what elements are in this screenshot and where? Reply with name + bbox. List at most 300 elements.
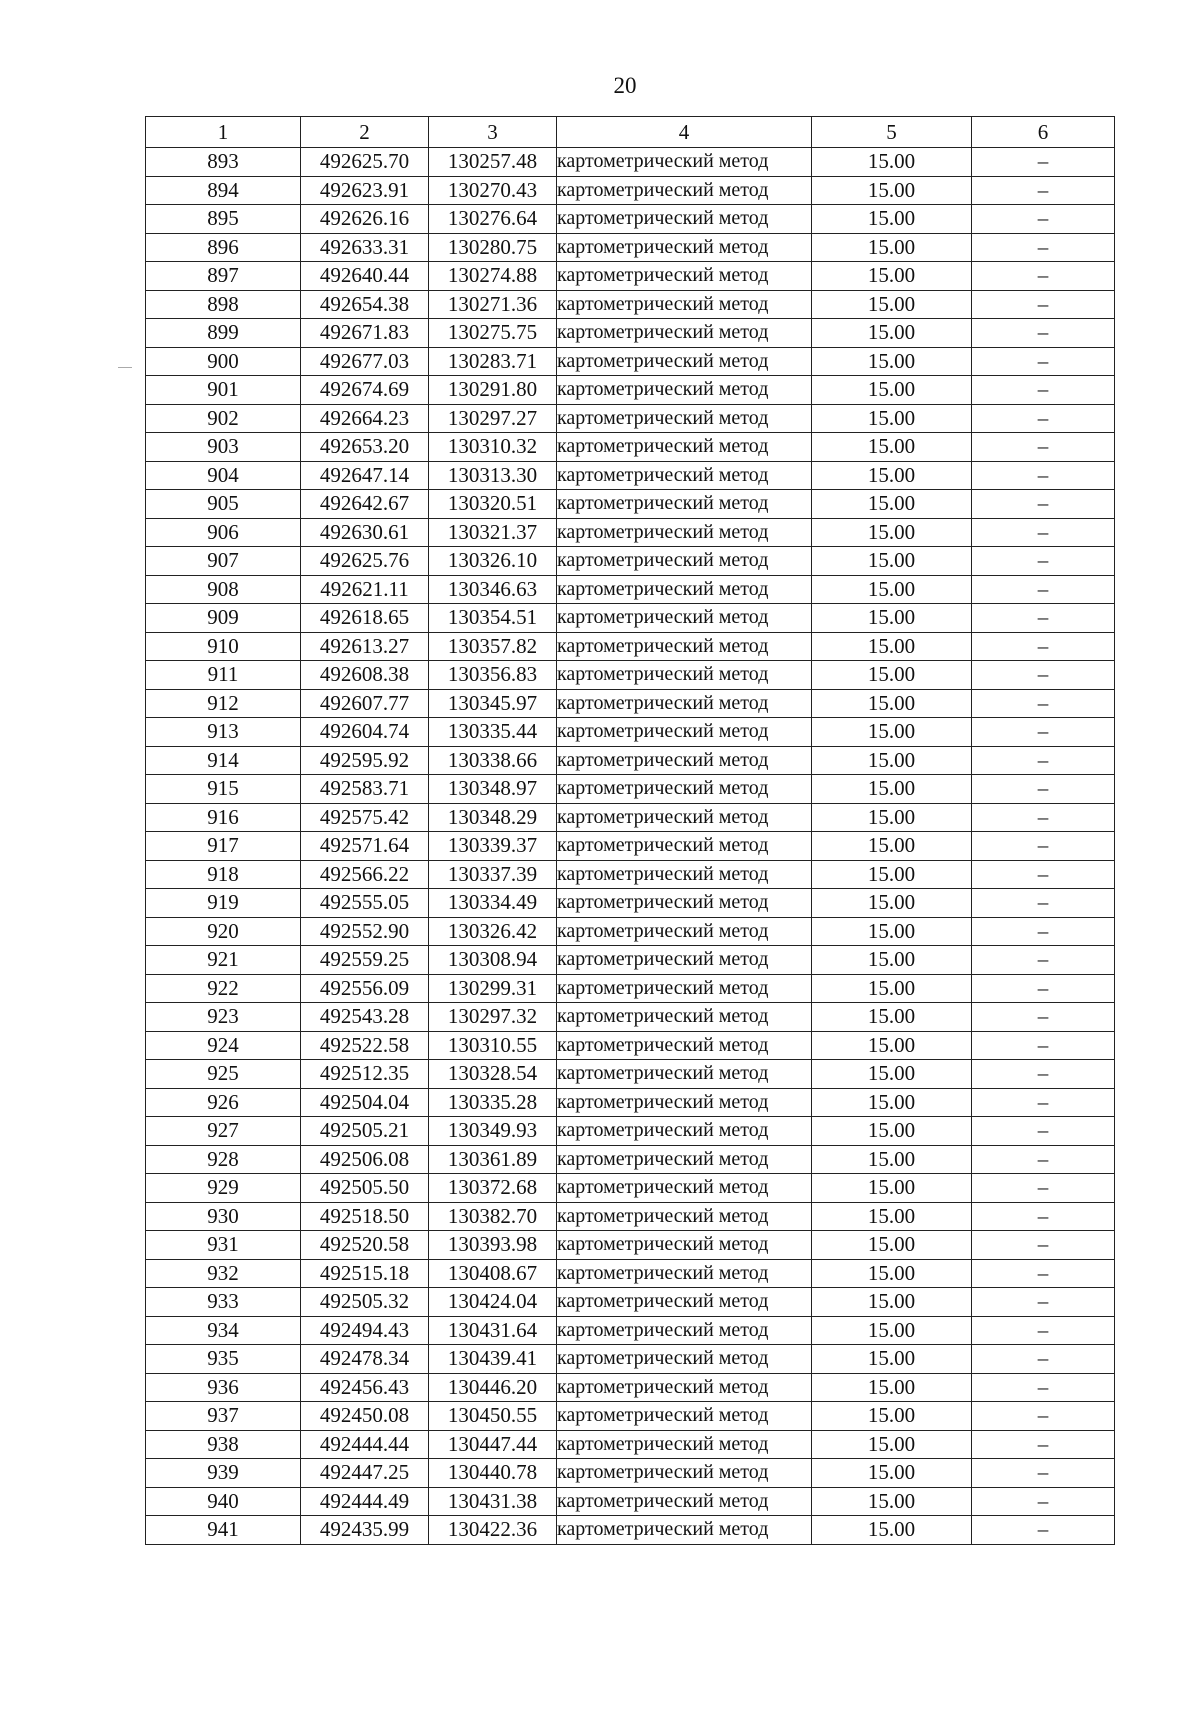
accuracy-cell: 15.00 (812, 376, 972, 405)
description-cell: – (972, 1231, 1115, 1260)
accuracy-cell: 15.00 (812, 1088, 972, 1117)
table-row (146, 1145, 1115, 1174)
table-row (146, 718, 1115, 747)
y-coordinate-cell: 130280.75 (429, 233, 557, 262)
table-row (146, 946, 1115, 975)
point-number-cell: 917 (146, 832, 301, 861)
table-row (146, 404, 1115, 433)
accuracy-cell: 15.00 (812, 1003, 972, 1032)
x-coordinate-cell: 492447.25 (301, 1459, 429, 1488)
accuracy-cell: 15.00 (812, 974, 972, 1003)
y-coordinate-cell: 130320.51 (429, 490, 557, 519)
point-number-cell: 931 (146, 1231, 301, 1260)
x-coordinate-cell: 492674.69 (301, 376, 429, 405)
table-row (146, 1316, 1115, 1345)
description-cell: – (972, 347, 1115, 376)
point-number-cell: 903 (146, 433, 301, 462)
table-row (146, 205, 1115, 234)
accuracy-cell: 15.00 (812, 803, 972, 832)
x-coordinate-cell: 492515.18 (301, 1259, 429, 1288)
point-number-cell: 908 (146, 575, 301, 604)
description-cell: – (972, 1145, 1115, 1174)
point-number-cell: 896 (146, 233, 301, 262)
point-number-cell: 897 (146, 262, 301, 291)
table-row (146, 689, 1115, 718)
y-coordinate-cell: 130313.30 (429, 461, 557, 490)
table-row (146, 461, 1115, 490)
table-row (146, 1088, 1115, 1117)
description-cell: – (972, 1487, 1115, 1516)
description-cell: – (972, 718, 1115, 747)
accuracy-cell: 15.00 (812, 1231, 972, 1260)
point-number-cell: 893 (146, 148, 301, 177)
table-row (146, 1516, 1115, 1545)
accuracy-cell: 15.00 (812, 290, 972, 319)
description-cell: – (972, 575, 1115, 604)
point-number-cell: 918 (146, 860, 301, 889)
point-number-cell: 927 (146, 1117, 301, 1146)
table-row (146, 433, 1115, 462)
accuracy-cell: 15.00 (812, 632, 972, 661)
y-coordinate-cell: 130299.31 (429, 974, 557, 1003)
table-row (146, 661, 1115, 690)
x-coordinate-cell: 492506.08 (301, 1145, 429, 1174)
accuracy-cell: 15.00 (812, 575, 972, 604)
column-header-5: 5 (812, 117, 972, 148)
x-coordinate-cell: 492583.71 (301, 775, 429, 804)
description-cell: – (972, 1430, 1115, 1459)
point-number-cell: 930 (146, 1202, 301, 1231)
description-cell: – (972, 490, 1115, 519)
method-cell: картометрический метод (557, 1031, 812, 1060)
description-cell: – (972, 1003, 1115, 1032)
accuracy-cell: 15.00 (812, 1031, 972, 1060)
point-number-cell: 920 (146, 917, 301, 946)
method-cell: картометрический метод (557, 1459, 812, 1488)
y-coordinate-cell: 130361.89 (429, 1145, 557, 1174)
x-coordinate-cell: 492552.90 (301, 917, 429, 946)
description-cell: – (972, 917, 1115, 946)
accuracy-cell: 15.00 (812, 262, 972, 291)
column-header-6: 6 (972, 117, 1115, 148)
accuracy-cell: 15.00 (812, 518, 972, 547)
x-coordinate-cell: 492607.77 (301, 689, 429, 718)
method-cell: картометрический метод (557, 974, 812, 1003)
point-number-cell: 909 (146, 604, 301, 633)
table-row (146, 1373, 1115, 1402)
description-cell: – (972, 433, 1115, 462)
point-number-cell: 936 (146, 1373, 301, 1402)
method-cell: картометрический метод (557, 1202, 812, 1231)
method-cell: картометрический метод (557, 746, 812, 775)
description-cell: – (972, 1174, 1115, 1203)
table-row (146, 1202, 1115, 1231)
point-number-cell: 916 (146, 803, 301, 832)
method-cell: картометрический метод (557, 347, 812, 376)
y-coordinate-cell: 130257.48 (429, 148, 557, 177)
column-header-4: 4 (557, 117, 812, 148)
x-coordinate-cell: 492435.99 (301, 1516, 429, 1545)
description-cell: – (972, 604, 1115, 633)
method-cell: картометрический метод (557, 1003, 812, 1032)
x-coordinate-cell: 492444.44 (301, 1430, 429, 1459)
x-coordinate-cell: 492559.25 (301, 946, 429, 975)
y-coordinate-cell: 130382.70 (429, 1202, 557, 1231)
accuracy-cell: 15.00 (812, 1316, 972, 1345)
column-header-2: 2 (301, 117, 429, 148)
table-row (146, 290, 1115, 319)
method-cell: картометрический метод (557, 1373, 812, 1402)
description-cell: – (972, 889, 1115, 918)
y-coordinate-cell: 130450.55 (429, 1402, 557, 1431)
x-coordinate-cell: 492647.14 (301, 461, 429, 490)
method-cell: картометрический метод (557, 604, 812, 633)
table-row (146, 319, 1115, 348)
method-cell: картометрический метод (557, 1174, 812, 1203)
accuracy-cell: 15.00 (812, 1145, 972, 1174)
accuracy-cell: 15.00 (812, 689, 972, 718)
description-cell: – (972, 860, 1115, 889)
table-row (146, 917, 1115, 946)
y-coordinate-cell: 130439.41 (429, 1345, 557, 1374)
method-cell: картометрический метод (557, 1117, 812, 1146)
point-number-cell: 898 (146, 290, 301, 319)
description-cell: – (972, 461, 1115, 490)
y-coordinate-cell: 130346.63 (429, 575, 557, 604)
method-cell: картометрический метод (557, 889, 812, 918)
point-number-cell: 911 (146, 661, 301, 690)
table-row (146, 889, 1115, 918)
table-row (146, 176, 1115, 205)
point-number-cell: 940 (146, 1487, 301, 1516)
point-number-cell: 910 (146, 632, 301, 661)
description-cell: – (972, 148, 1115, 177)
description-cell: – (972, 632, 1115, 661)
table-row (146, 860, 1115, 889)
method-cell: картометрический метод (557, 376, 812, 405)
y-coordinate-cell: 130334.49 (429, 889, 557, 918)
y-coordinate-cell: 130321.37 (429, 518, 557, 547)
table-row (146, 1345, 1115, 1374)
method-cell: картометрический метод (557, 205, 812, 234)
table-row (146, 604, 1115, 633)
point-number-cell: 900 (146, 347, 301, 376)
method-cell: картометрический метод (557, 575, 812, 604)
point-number-cell: 928 (146, 1145, 301, 1174)
accuracy-cell: 15.00 (812, 1459, 972, 1488)
x-coordinate-cell: 492518.50 (301, 1202, 429, 1231)
table-row (146, 233, 1115, 262)
method-cell: картометрический метод (557, 689, 812, 718)
coordinates-table (145, 116, 1115, 1545)
y-coordinate-cell: 130349.93 (429, 1117, 557, 1146)
accuracy-cell: 15.00 (812, 661, 972, 690)
y-coordinate-cell: 130276.64 (429, 205, 557, 234)
point-number-cell: 923 (146, 1003, 301, 1032)
accuracy-cell: 15.00 (812, 1060, 972, 1089)
table-row (146, 1231, 1115, 1260)
point-number-cell: 899 (146, 319, 301, 348)
y-coordinate-cell: 130274.88 (429, 262, 557, 291)
x-coordinate-cell: 492575.42 (301, 803, 429, 832)
point-number-cell: 914 (146, 746, 301, 775)
accuracy-cell: 15.00 (812, 461, 972, 490)
table-row (146, 632, 1115, 661)
x-coordinate-cell: 492654.38 (301, 290, 429, 319)
accuracy-cell: 15.00 (812, 889, 972, 918)
x-coordinate-cell: 492505.50 (301, 1174, 429, 1203)
x-coordinate-cell: 492512.35 (301, 1060, 429, 1089)
column-header-3: 3 (429, 117, 557, 148)
y-coordinate-cell: 130291.80 (429, 376, 557, 405)
y-coordinate-cell: 130348.29 (429, 803, 557, 832)
y-coordinate-cell: 130328.54 (429, 1060, 557, 1089)
y-coordinate-cell: 130357.82 (429, 632, 557, 661)
x-coordinate-cell: 492520.58 (301, 1231, 429, 1260)
table-row (146, 1174, 1115, 1203)
point-number-cell: 906 (146, 518, 301, 547)
point-number-cell: 925 (146, 1060, 301, 1089)
margin-mark (118, 367, 132, 368)
point-number-cell: 939 (146, 1459, 301, 1488)
method-cell: картометрический метод (557, 490, 812, 519)
x-coordinate-cell: 492623.91 (301, 176, 429, 205)
accuracy-cell: 15.00 (812, 604, 972, 633)
description-cell: – (972, 1031, 1115, 1060)
description-cell: – (972, 974, 1115, 1003)
y-coordinate-cell: 130339.37 (429, 832, 557, 861)
method-cell: картометрический метод (557, 1402, 812, 1431)
accuracy-cell: 15.00 (812, 1288, 972, 1317)
accuracy-cell: 15.00 (812, 205, 972, 234)
x-coordinate-cell: 492444.49 (301, 1487, 429, 1516)
description-cell: – (972, 1459, 1115, 1488)
table-header (146, 117, 1115, 148)
method-cell: картометрический метод (557, 946, 812, 975)
description-cell: – (972, 946, 1115, 975)
description-cell: – (972, 832, 1115, 861)
description-cell: – (972, 1402, 1115, 1431)
x-coordinate-cell: 492543.28 (301, 1003, 429, 1032)
method-cell: картометрический метод (557, 1060, 812, 1089)
description-cell: – (972, 689, 1115, 718)
x-coordinate-cell: 492642.67 (301, 490, 429, 519)
y-coordinate-cell: 130422.36 (429, 1516, 557, 1545)
point-number-cell: 894 (146, 176, 301, 205)
x-coordinate-cell: 492664.23 (301, 404, 429, 433)
method-cell: картометрический метод (557, 1145, 812, 1174)
accuracy-cell: 15.00 (812, 233, 972, 262)
y-coordinate-cell: 130326.10 (429, 547, 557, 576)
accuracy-cell: 15.00 (812, 347, 972, 376)
accuracy-cell: 15.00 (812, 490, 972, 519)
accuracy-cell: 15.00 (812, 1345, 972, 1374)
table-row (146, 1459, 1115, 1488)
table-row (146, 490, 1115, 519)
description-cell: – (972, 1345, 1115, 1374)
table-row (146, 376, 1115, 405)
table-row (146, 148, 1115, 177)
table-row (146, 1003, 1115, 1032)
table-body (146, 148, 1115, 1545)
y-coordinate-cell: 130326.42 (429, 917, 557, 946)
x-coordinate-cell: 492640.44 (301, 262, 429, 291)
method-cell: картометрический метод (557, 832, 812, 861)
accuracy-cell: 15.00 (812, 404, 972, 433)
table-row (146, 518, 1115, 547)
y-coordinate-cell: 130393.98 (429, 1231, 557, 1260)
method-cell: картометрический метод (557, 1430, 812, 1459)
point-number-cell: 904 (146, 461, 301, 490)
point-number-cell: 929 (146, 1174, 301, 1203)
table-row (146, 1430, 1115, 1459)
point-number-cell: 937 (146, 1402, 301, 1431)
description-cell: – (972, 1516, 1115, 1545)
point-number-cell: 913 (146, 718, 301, 747)
point-number-cell: 907 (146, 547, 301, 576)
point-number-cell: 938 (146, 1430, 301, 1459)
method-cell: картометрический метод (557, 1345, 812, 1374)
table-row (146, 262, 1115, 291)
description-cell: – (972, 1060, 1115, 1089)
accuracy-cell: 15.00 (812, 433, 972, 462)
y-coordinate-cell: 130440.78 (429, 1459, 557, 1488)
accuracy-cell: 15.00 (812, 917, 972, 946)
method-cell: картометрический метод (557, 1088, 812, 1117)
description-cell: – (972, 547, 1115, 576)
accuracy-cell: 15.00 (812, 1117, 972, 1146)
y-coordinate-cell: 130335.44 (429, 718, 557, 747)
x-coordinate-cell: 492505.21 (301, 1117, 429, 1146)
point-number-cell: 935 (146, 1345, 301, 1374)
description-cell: – (972, 661, 1115, 690)
y-coordinate-cell: 130372.68 (429, 1174, 557, 1203)
description-cell: – (972, 746, 1115, 775)
table-row (146, 1288, 1115, 1317)
table-row (146, 1060, 1115, 1089)
accuracy-cell: 15.00 (812, 746, 972, 775)
method-cell: картометрический метод (557, 433, 812, 462)
x-coordinate-cell: 492604.74 (301, 718, 429, 747)
accuracy-cell: 15.00 (812, 547, 972, 576)
accuracy-cell: 15.00 (812, 1174, 972, 1203)
x-coordinate-cell: 492456.43 (301, 1373, 429, 1402)
accuracy-cell: 15.00 (812, 1487, 972, 1516)
x-coordinate-cell: 492618.65 (301, 604, 429, 633)
method-cell: картометрический метод (557, 1288, 812, 1317)
table-row (146, 347, 1115, 376)
method-cell: картометрический метод (557, 775, 812, 804)
description-cell: – (972, 518, 1115, 547)
x-coordinate-cell: 492613.27 (301, 632, 429, 661)
accuracy-cell: 15.00 (812, 718, 972, 747)
point-number-cell: 905 (146, 490, 301, 519)
description-cell: – (972, 1259, 1115, 1288)
method-cell: картометрический метод (557, 262, 812, 291)
y-coordinate-cell: 130338.66 (429, 746, 557, 775)
method-cell: картометрический метод (557, 1487, 812, 1516)
x-coordinate-cell: 492450.08 (301, 1402, 429, 1431)
table-row (146, 1487, 1115, 1516)
method-cell: картометрический метод (557, 860, 812, 889)
x-coordinate-cell: 492478.34 (301, 1345, 429, 1374)
point-number-cell: 932 (146, 1259, 301, 1288)
description-cell: – (972, 1373, 1115, 1402)
x-coordinate-cell: 492633.31 (301, 233, 429, 262)
x-coordinate-cell: 492494.43 (301, 1316, 429, 1345)
y-coordinate-cell: 130345.97 (429, 689, 557, 718)
point-number-cell: 934 (146, 1316, 301, 1345)
method-cell: картометрический метод (557, 1259, 812, 1288)
x-coordinate-cell: 492608.38 (301, 661, 429, 690)
description-cell: – (972, 1288, 1115, 1317)
y-coordinate-cell: 130335.28 (429, 1088, 557, 1117)
point-number-cell: 915 (146, 775, 301, 804)
point-number-cell: 926 (146, 1088, 301, 1117)
y-coordinate-cell: 130297.32 (429, 1003, 557, 1032)
y-coordinate-cell: 130297.27 (429, 404, 557, 433)
method-cell: картометрический метод (557, 1316, 812, 1345)
x-coordinate-cell: 492653.20 (301, 433, 429, 462)
table-row (146, 775, 1115, 804)
accuracy-cell: 15.00 (812, 1373, 972, 1402)
method-cell: картометрический метод (557, 661, 812, 690)
y-coordinate-cell: 130424.04 (429, 1288, 557, 1317)
y-coordinate-cell: 130270.43 (429, 176, 557, 205)
accuracy-cell: 15.00 (812, 946, 972, 975)
y-coordinate-cell: 130354.51 (429, 604, 557, 633)
x-coordinate-cell: 492625.70 (301, 148, 429, 177)
table-row (146, 803, 1115, 832)
table-row (146, 1117, 1115, 1146)
header-row (146, 117, 1115, 148)
method-cell: картометрический метод (557, 632, 812, 661)
accuracy-cell: 15.00 (812, 775, 972, 804)
point-number-cell: 919 (146, 889, 301, 918)
description-cell: – (972, 290, 1115, 319)
method-cell: картометрический метод (557, 176, 812, 205)
table-row (146, 547, 1115, 576)
x-coordinate-cell: 492621.11 (301, 575, 429, 604)
accuracy-cell: 15.00 (812, 860, 972, 889)
description-cell: – (972, 803, 1115, 832)
x-coordinate-cell: 492677.03 (301, 347, 429, 376)
description-cell: – (972, 233, 1115, 262)
y-coordinate-cell: 130310.55 (429, 1031, 557, 1060)
method-cell: картометрический метод (557, 1231, 812, 1260)
method-cell: картометрический метод (557, 547, 812, 576)
y-coordinate-cell: 130446.20 (429, 1373, 557, 1402)
x-coordinate-cell: 492555.05 (301, 889, 429, 918)
column-header-1: 1 (146, 117, 301, 148)
x-coordinate-cell: 492571.64 (301, 832, 429, 861)
x-coordinate-cell: 492626.16 (301, 205, 429, 234)
y-coordinate-cell: 130310.32 (429, 433, 557, 462)
x-coordinate-cell: 492566.22 (301, 860, 429, 889)
point-number-cell: 901 (146, 376, 301, 405)
accuracy-cell: 15.00 (812, 1430, 972, 1459)
page-number: 20 (613, 73, 637, 98)
description-cell: – (972, 262, 1115, 291)
accuracy-cell: 15.00 (812, 1402, 972, 1431)
table-row (146, 746, 1115, 775)
table-row (146, 1259, 1115, 1288)
y-coordinate-cell: 130308.94 (429, 946, 557, 975)
table-row (146, 974, 1115, 1003)
y-coordinate-cell: 130283.71 (429, 347, 557, 376)
x-coordinate-cell: 492595.92 (301, 746, 429, 775)
accuracy-cell: 15.00 (812, 148, 972, 177)
